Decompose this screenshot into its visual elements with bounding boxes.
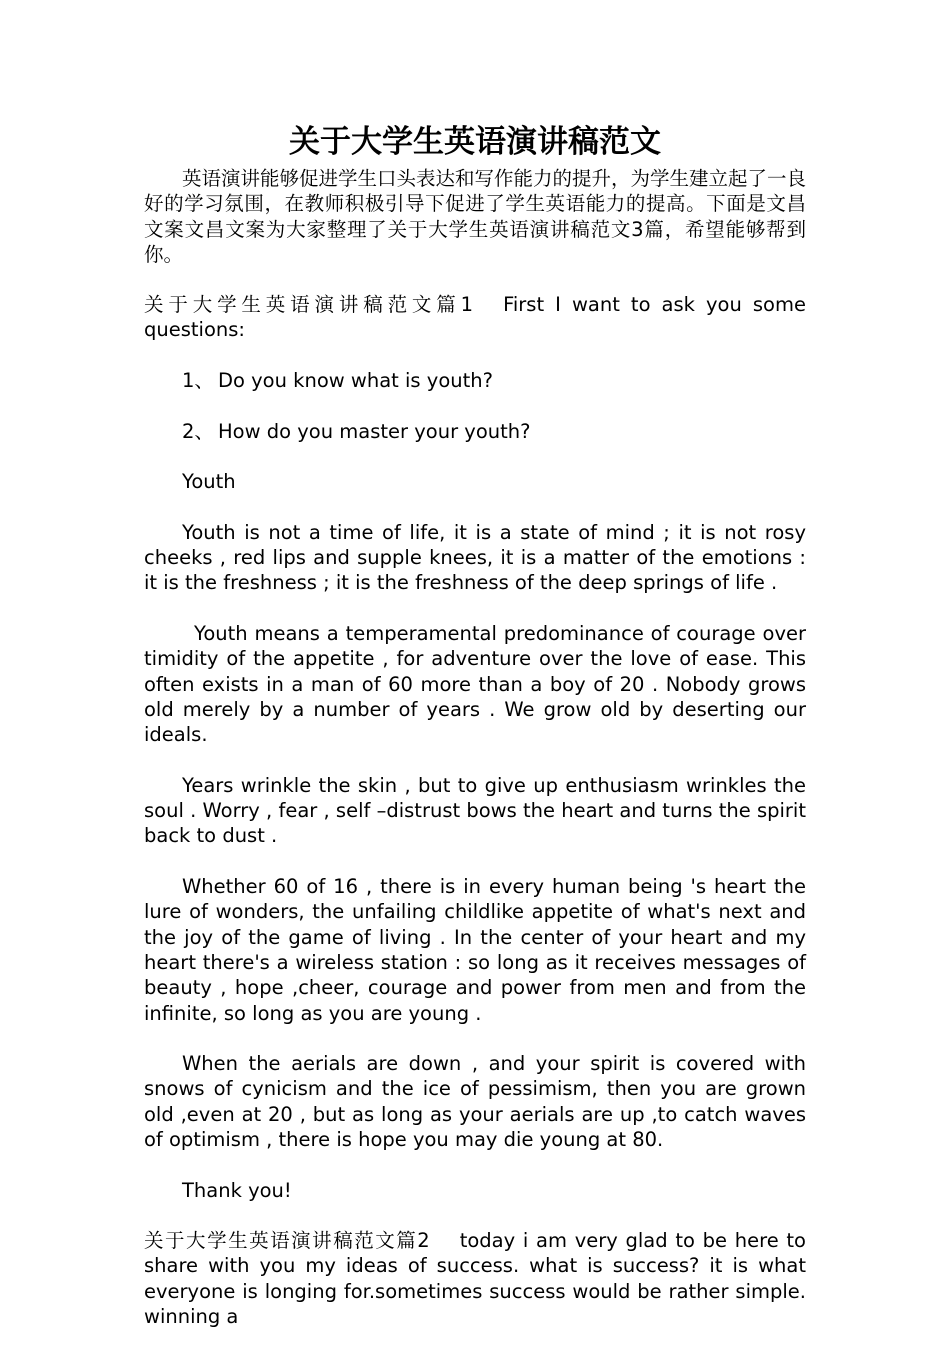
section2-lead: today i am very glad to be here to share with you my ideas of success. what is success? it is what everyone is longing for.sometimes success would be rather simple. winning a [144, 1229, 806, 1329]
body-paragraph: When the aerials are down , and your spirit is covered with snows of cynicism and the ice of pessimism, then you are grown old ,even at 20 , but as long as your aerials are up ,to catch waves of optimism , there is hope you may die young at 80. [144, 1052, 806, 1151]
question-text: How do you master your youth? [218, 419, 531, 443]
body-paragraph: Whether 60 of 16 , there is in every human being 's heart the lure of wonders, the unfailing childlike appetite of what's next and the joy of the game of living . In the center of your heart and my heart there's a wireless station : so long as it receives messages of beauty , hope ,cheer, courage and power from men and from the infinite, so long as you are young . [144, 875, 806, 1025]
section1-heading [144, 292, 806, 343]
body-paragraph: Youth means a temperamental predominance of courage over timidity of the appetite , for adventure over the love of ease. This often exists in a man of 60 more than a boy of 20 . Nobody grows old merely by a number of years . We grow old by deserting our ideals. [144, 622, 806, 747]
section1-label: 关于大学生英语演讲稿范文篇1 [144, 293, 474, 317]
body-paragraph: Youth is not a time of life, it is a state of mind ; it is not rosy cheeks , red lips and supple knees, it is a matter of the emotions : it is the freshness ; it is the freshness of the deep springs of life . [144, 520, 806, 595]
intro-paragraph: 英语演讲能够促进学生口头表达和写作能力的提升，为学生建立起了一良好的学习氛围，在教师积极引导下促进了学生英语能力的提高。下面是文昌文案文昌文案为大家整理了关于大学生英语演讲稿范文3篇，希望能够帮到你。 [144, 167, 807, 266]
body-paragraph: Thank you! [182, 1178, 292, 1202]
section2-label: 关于大学生英语演讲稿范文篇2 [144, 1229, 430, 1253]
question-item [144, 419, 806, 444]
section1-lead: First I want to ask you some questions: [144, 293, 806, 342]
question-item [144, 368, 806, 393]
section2-paragraph [144, 1228, 806, 1329]
question-number: 2、 [182, 419, 214, 443]
body-paragraph: Youth [182, 470, 236, 494]
document-title: 关于大学生英语演讲稿范文 [289, 124, 661, 160]
question-text: Do you know what is youth? [218, 369, 493, 393]
question-number: 1、 [182, 369, 214, 393]
document-body [144, 166, 806, 1355]
body-paragraph: Years wrinkle the skin , but to give up enthusiasm wrinkles the soul . Worry , fear , self –distrust bows the heart and turns the spirit back to dust . [144, 773, 806, 848]
